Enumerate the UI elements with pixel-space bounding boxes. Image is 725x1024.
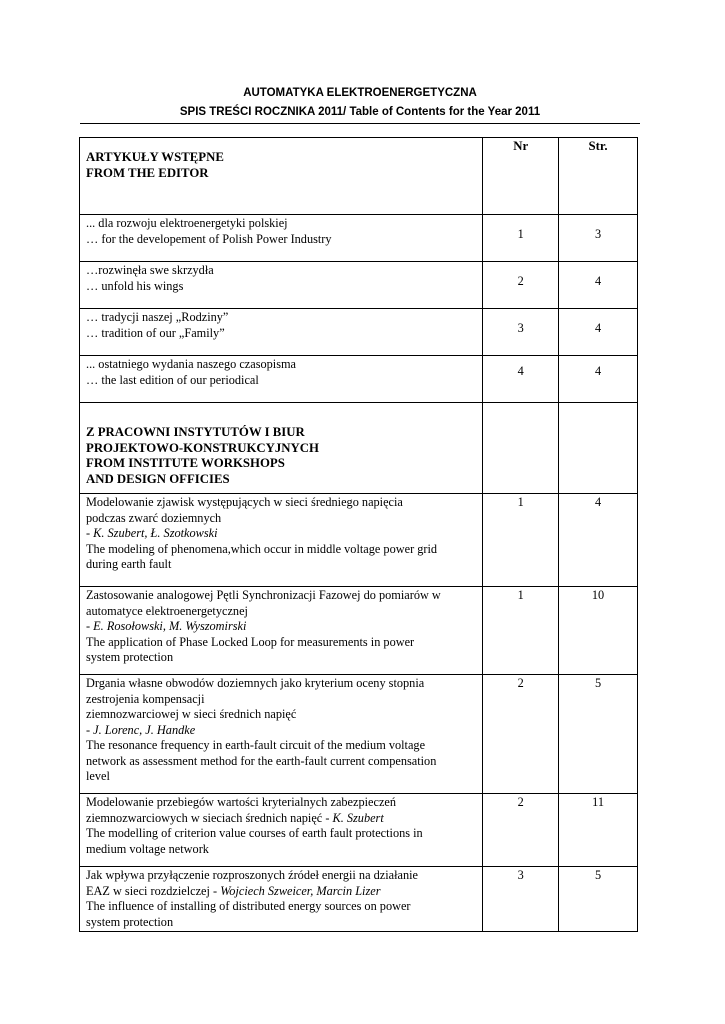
section-header-institutes [80, 403, 638, 494]
table-row [80, 494, 638, 587]
entry-title-pl: automatyce elektroenergetycznej [86, 603, 248, 618]
entry-authors: Wojciech Szweicer, Marcin Lizer [220, 883, 381, 898]
empty-cell [559, 403, 638, 494]
entry-title-en: … for the developement of Polish Power Industry [86, 231, 332, 246]
entry-title-pl: …rozwinęła swe skrzydła [86, 263, 214, 277]
table-row [80, 309, 638, 356]
entry-title-pl: Modelowanie przebiegów wartości kryterialnych zabezpieczeń [86, 795, 397, 809]
entry-authors: K. Szubert [332, 810, 384, 825]
entry-title-en: medium voltage network [86, 841, 209, 856]
toc-subtitle: SPIS TREŚCI ROCZNIKA 2011/ Table of Contents for the Year 2011 [179, 106, 541, 118]
entry-title-en: during earth fault [86, 557, 172, 571]
entry-authors: - J. Lorenc, J. Handke [86, 722, 196, 737]
section-title-line: AND DESIGN OFFICIES [86, 471, 230, 486]
table-row [80, 867, 638, 932]
table-row [80, 356, 638, 403]
entry-page: 4 [559, 494, 638, 587]
entry-page: 4 [559, 309, 638, 356]
entry-title-en: The resonance frequency in earth-fault circuit of the medium voltage [86, 738, 426, 752]
entry-title-pl: podczas zwarć doziemnych [86, 510, 222, 525]
header-rule [80, 123, 640, 124]
entry-nr: 1 [483, 215, 559, 262]
entry-page: 5 [559, 867, 638, 932]
entry-authors: - K. Szubert, Ł. Szotkowski [86, 526, 218, 540]
section-title-line: FROM INSTITUTE WORKSHOPS [86, 456, 285, 470]
entry-title-pl: … tradycji naszej „Rodziny” [86, 310, 229, 324]
entry-nr: 2 [483, 794, 559, 867]
entry-page: 3 [559, 215, 638, 262]
entry-nr: 4 [483, 356, 559, 403]
section-title-pl: ARTYKUŁY WSTĘPNE [86, 150, 224, 164]
journal-title: AUTOMATYKA ELEKTROENERGETYCZNA [243, 87, 477, 99]
entry-page: 5 [559, 675, 638, 794]
entry-title-pl: Modelowanie zjawisk występujących w sieci średniego napięcia [86, 495, 403, 509]
entry-title-pl: ... ostatniego wydania naszego czasopisma [86, 357, 297, 371]
table-row [80, 794, 638, 867]
entry-authors: - E. Rosołowski, M. Wyszomirski [86, 619, 247, 633]
entry-nr: 3 [483, 309, 559, 356]
entry-nr: 3 [483, 867, 559, 932]
column-header-nr: Nr [483, 138, 559, 215]
entry-title-en: network as assessment method for the earth-fault current compensation [86, 753, 437, 768]
entry-title-en: … the last edition of our periodical [86, 372, 259, 387]
entry-title-en: The influence of installing of distributed energy sources on power [86, 899, 411, 913]
entry-title-en: The modelling of criterion value courses of earth fault protections in [86, 826, 423, 840]
section-header-editor [80, 138, 638, 215]
entry-title-pl: Drgania własne obwodów doziemnych jako kryterium oceny stopnia [86, 676, 425, 690]
entry-nr: 1 [483, 494, 559, 587]
entry-title-en: The modeling of phenomena,which occur in middle voltage power grid [86, 541, 438, 556]
column-header-str: Str. [559, 138, 638, 215]
entry-title-en: The application of Phase Locked Loop for measurements in power [86, 634, 415, 649]
section-title-en: FROM THE EDITOR [86, 165, 209, 180]
entry-title-pl: ziemnozwarciowych w sieciach średnich napięć - [86, 810, 333, 825]
entry-title-pl: Jak wpływa przyłączenie rozproszonych źródeł energii na działanie [86, 868, 418, 882]
entry-title-pl: ziemnozwarciowej w sieci średnich napięć [86, 707, 297, 721]
table-row [80, 675, 638, 794]
entry-nr: 2 [483, 262, 559, 309]
entry-title-en: system protection [86, 650, 174, 664]
entry-title-en: system protection [86, 914, 174, 929]
entry-page: 4 [559, 356, 638, 403]
table-row [80, 587, 638, 675]
entry-title-en: … tradition of our „Family” [86, 325, 225, 340]
entry-title-pl: EAZ w sieci rozdzielczej - [86, 883, 221, 898]
entry-title-pl: Zastosowanie analogowej Pętli Synchronizacji Fazowej do pomiarów w [86, 588, 441, 602]
table-row [80, 215, 638, 262]
entry-title-pl: zestrojenia kompensacji [86, 691, 205, 706]
entry-title-pl: ... dla rozwoju elektroenergetyki polskiej [86, 216, 288, 230]
section-title-line: Z PRACOWNI INSTYTUTÓW I BIUR [86, 425, 305, 439]
entry-page: 4 [559, 262, 638, 309]
entry-page: 10 [559, 587, 638, 675]
empty-cell [483, 403, 559, 494]
entry-nr: 2 [483, 675, 559, 794]
entry-page: 11 [559, 794, 638, 867]
table-row [80, 262, 638, 309]
toc-table [79, 137, 638, 932]
entry-title-en: level [86, 769, 110, 783]
section-title-line: PROJEKTOWO-KONSTRUKCYJNYCH [86, 440, 319, 455]
entry-nr: 1 [483, 587, 559, 675]
entry-title-en: … unfold his wings [86, 278, 184, 293]
